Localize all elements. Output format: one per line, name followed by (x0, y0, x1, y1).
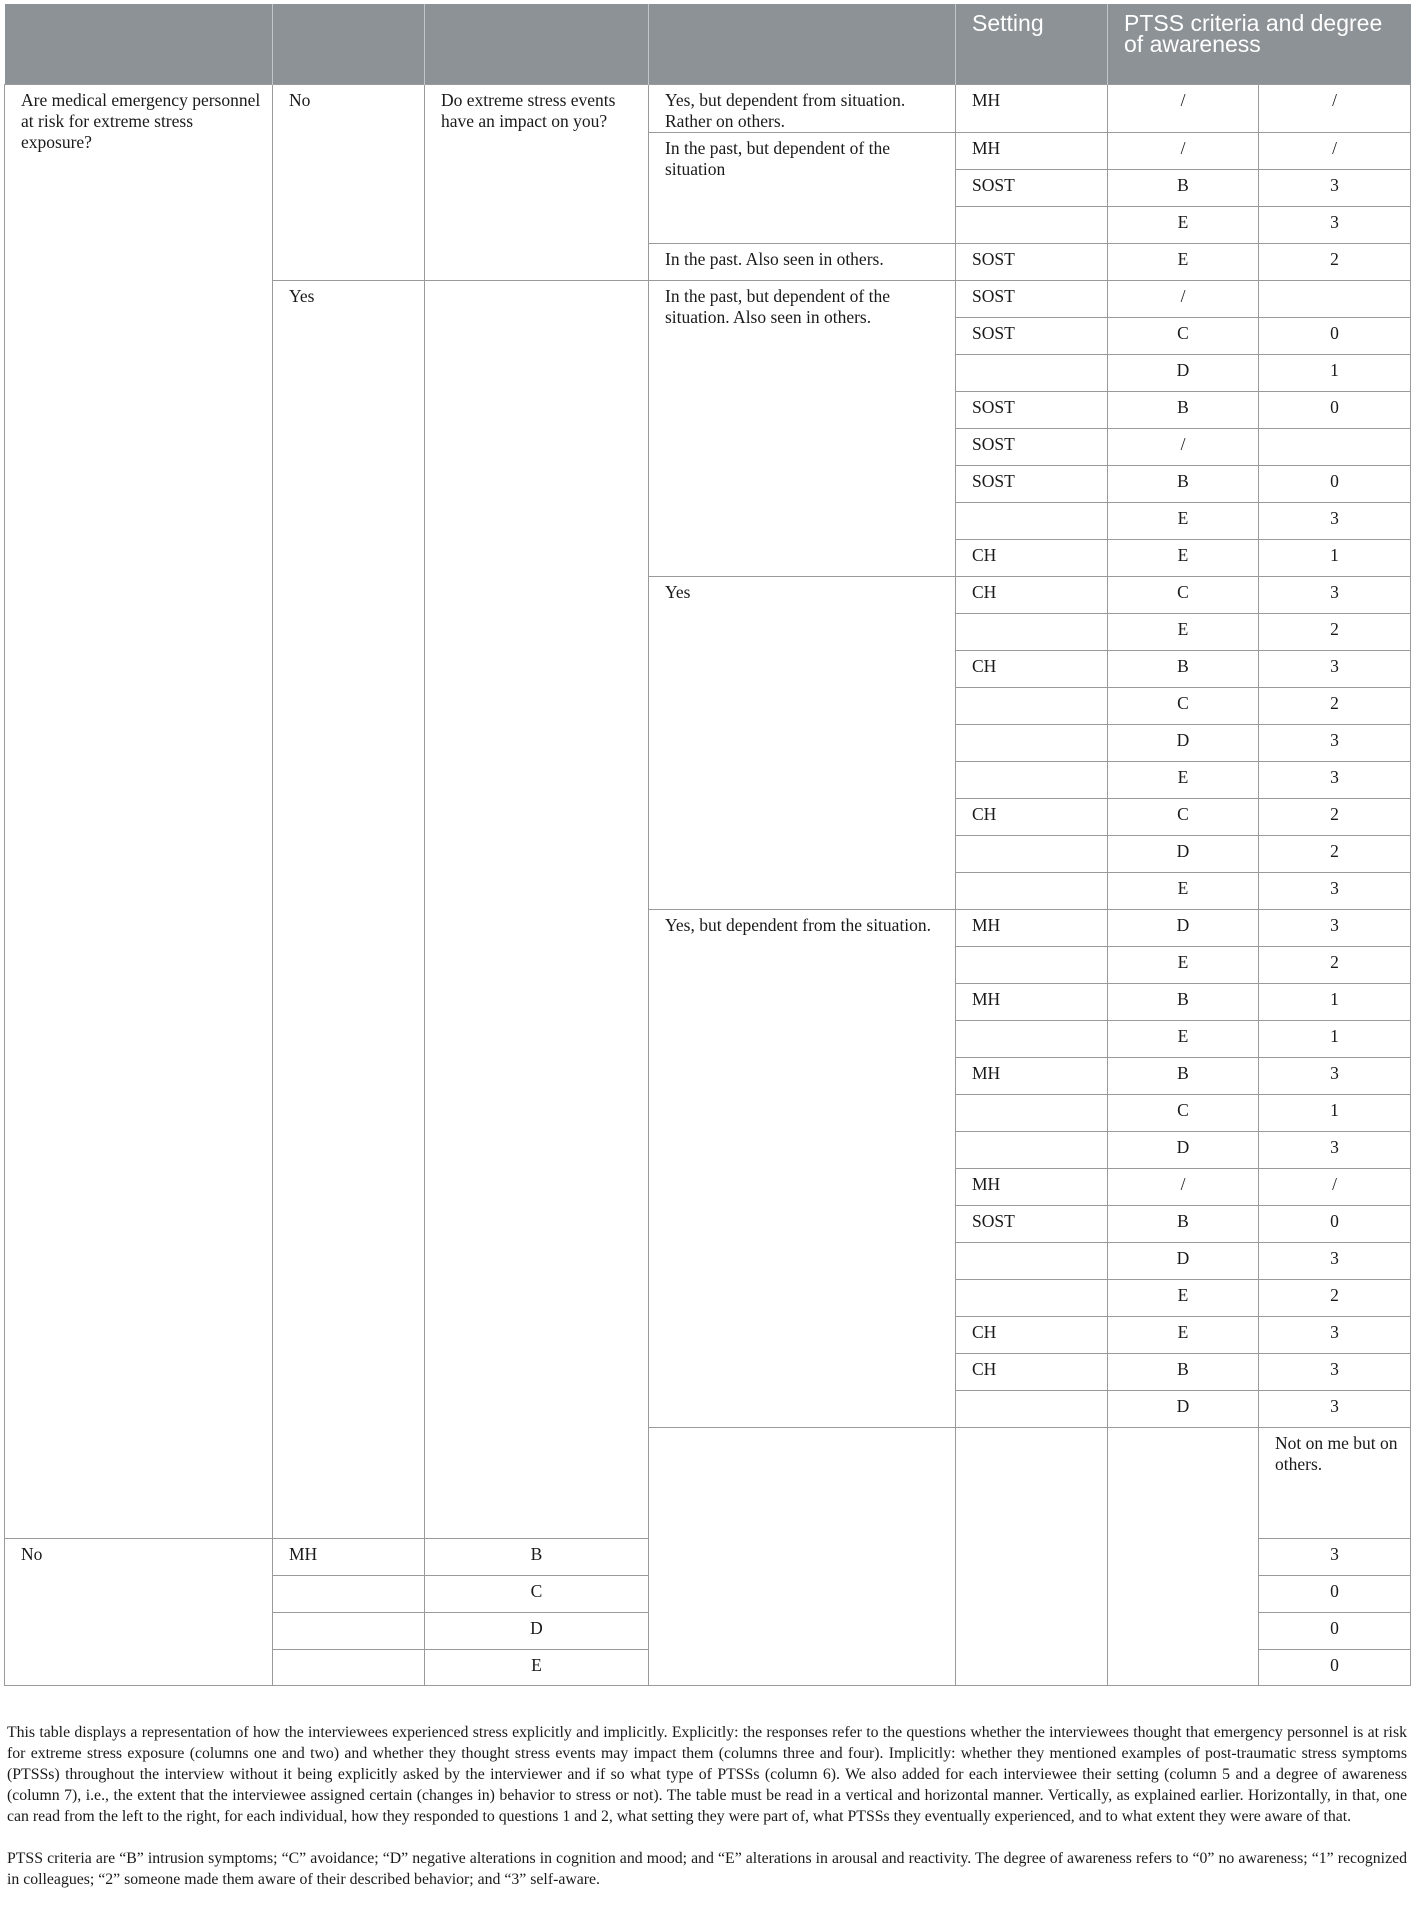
ptss-criterion-cell: D (1108, 724, 1259, 761)
awareness-degree-cell: / (1259, 1168, 1411, 1205)
header-setting: Setting (956, 4, 1108, 84)
setting-cell: CH (956, 650, 1108, 687)
ptss-criterion-cell: E (1108, 243, 1259, 280)
setting-cell: SOST (956, 391, 1108, 428)
ptss-criterion-cell: C (1108, 317, 1259, 354)
answer-impact-cell: In the past, but dependent of the situation. Also seen in others. (649, 280, 956, 576)
setting-cell (956, 872, 1108, 909)
ptss-criterion-cell: B (1108, 465, 1259, 502)
header-row (5, 4, 1411, 84)
setting-cell (956, 613, 1108, 650)
ptss-criterion-cell: E (1108, 502, 1259, 539)
ptss-criterion-cell: B (1108, 391, 1259, 428)
ptss-criterion-cell: E (1108, 1279, 1259, 1316)
question-impact-cell: Do extreme stress events have an impact on you? (425, 84, 649, 280)
ptss-criterion-cell: B (1108, 1057, 1259, 1094)
awareness-degree-cell: 3 (1259, 206, 1411, 243)
awareness-degree-cell: 3 (1259, 1353, 1411, 1390)
ptss-criterion-cell: C (1108, 687, 1259, 724)
setting-cell: CH (956, 1353, 1108, 1390)
setting-cell (273, 1575, 425, 1612)
ptss-criterion-cell: B (425, 1538, 649, 1575)
answer-risk-no: No (273, 84, 425, 280)
awareness-degree-cell: 3 (1259, 576, 1411, 613)
ptss-criterion-cell: D (1108, 1242, 1259, 1279)
awareness-degree-cell: 1 (1259, 1020, 1411, 1057)
setting-cell (956, 1131, 1108, 1168)
awareness-degree-cell: 2 (1259, 687, 1411, 724)
setting-cell (956, 687, 1108, 724)
setting-cell (956, 206, 1108, 243)
setting-cell: MH (956, 1057, 1108, 1094)
empty-cell (649, 1427, 956, 1685)
ptss-criterion-cell: C (1108, 1094, 1259, 1131)
answer-impact-cell: Not on me but on others. (1259, 1427, 1411, 1538)
ptss-criterion-cell: E (425, 1649, 649, 1685)
ptss-criterion-cell: E (1108, 206, 1259, 243)
awareness-degree-cell: 1 (1259, 539, 1411, 576)
awareness-degree-cell: 3 (1259, 1390, 1411, 1427)
setting-cell (956, 502, 1108, 539)
setting-cell (956, 724, 1108, 761)
setting-cell: SOST (956, 280, 1108, 317)
ptss-criterion-cell: / (1108, 280, 1259, 317)
ptss-criterion-cell: E (1108, 539, 1259, 576)
table-row (5, 84, 1411, 132)
answer-impact-cell: Yes (649, 576, 956, 909)
awareness-degree-cell: 2 (1259, 946, 1411, 983)
awareness-degree-cell: 2 (1259, 243, 1411, 280)
setting-cell (956, 354, 1108, 391)
ptss-criterion-cell: / (1108, 132, 1259, 169)
awareness-degree-cell: 0 (1259, 465, 1411, 502)
awareness-degree-cell: 3 (1259, 872, 1411, 909)
ptss-criterion-cell: B (1108, 169, 1259, 206)
setting-cell (273, 1612, 425, 1649)
awareness-degree-cell (1259, 280, 1411, 317)
setting-cell: SOST (956, 428, 1108, 465)
setting-cell: SOST (956, 465, 1108, 502)
setting-cell: MH (956, 909, 1108, 946)
ptss-criterion-cell: / (1108, 84, 1259, 132)
awareness-degree-cell: 3 (1259, 909, 1411, 946)
setting-cell: MH (956, 84, 1108, 132)
ptss-criterion-cell: / (1108, 428, 1259, 465)
ptss-legend-note: PTSS criteria are “B” intrusion symptoms; “C” avoidance; “D” negative alterations in cognition and mood; and “E” alterations in arousal and reactivity. The degree of awareness refers to “0” no awareness; “1” recognized in colleagues; “2” someone made them aware of their described behavior; and “3” self-aware. (7, 1850, 1407, 1888)
setting-cell: CH (956, 539, 1108, 576)
awareness-degree-cell: 3 (1259, 650, 1411, 687)
empty-cell (425, 280, 649, 1538)
setting-cell (956, 1020, 1108, 1057)
ptss-criterion-cell: E (1108, 872, 1259, 909)
empty-cell (956, 1427, 1108, 1685)
awareness-degree-cell: 0 (1259, 317, 1411, 354)
results-table (4, 4, 1411, 1686)
answer-impact-cell: In the past. Also seen in others. (649, 243, 956, 280)
ptss-criterion-cell: B (1108, 650, 1259, 687)
awareness-degree-cell: 0 (1259, 1649, 1411, 1685)
awareness-degree-cell: 0 (1259, 391, 1411, 428)
answer-impact-cell: Yes, but dependent from situation. Rather on others. (649, 84, 956, 132)
empty-cell (1108, 1427, 1259, 1685)
ptss-criterion-cell: D (1108, 1131, 1259, 1168)
setting-cell: CH (956, 576, 1108, 613)
awareness-degree-cell: 1 (1259, 983, 1411, 1020)
question-risk-cell: Are medical emergency personnel at risk for extreme stress exposure? (5, 84, 273, 1538)
answer-risk-yes: Yes (273, 280, 425, 1538)
header-col-2 (273, 4, 425, 84)
awareness-degree-cell: 1 (1259, 1094, 1411, 1131)
awareness-degree-cell: 0 (1259, 1205, 1411, 1242)
setting-cell: SOST (956, 169, 1108, 206)
awareness-degree-cell: 3 (1259, 761, 1411, 798)
ptss-criterion-cell: E (1108, 1020, 1259, 1057)
table-description-note: This table displays a representation of how the interviewees experienced stress explicitly and implicitly. Explicitly: the responses refer to the questions whether the interviewees thought that emergency personnel is at risk for extreme stress exposure (columns one and two) and whether they thought stress events may impact them (columns three and four). Implicitly: whether they mentioned examples of post-traumatic stress symptoms (PTSSs) throughout the interview without it being explicitly asked by the interviewer and if so what type of PTSSs (column 6). We also added for each interviewee their setting (column 5 and a degree of awareness (column 7), i.e., the extent that the interviewee assigned certain (changes in) behavior to stress or not). The table must be read in a vertical and horizontal manner. Vertically, as explained earlier. Horizontally, in that, one can read from the left to the right, for each individual, how they responded to questions 1 and 2, what setting they were part of, what PTSSs they eventually experienced, and to what extent they were aware of that. (7, 1724, 1407, 1825)
ptss-criterion-cell: / (1108, 1168, 1259, 1205)
setting-cell: CH (956, 798, 1108, 835)
header-ptss-criteria: PTSS criteria and degree of awareness (1108, 4, 1411, 84)
setting-cell: MH (956, 983, 1108, 1020)
ptss-criterion-cell: D (425, 1612, 649, 1649)
awareness-degree-cell: 3 (1259, 724, 1411, 761)
awareness-degree-cell: 3 (1259, 1316, 1411, 1353)
ptss-criterion-cell: C (1108, 798, 1259, 835)
ptss-criterion-cell: E (1108, 613, 1259, 650)
setting-cell (956, 1390, 1108, 1427)
awareness-degree-cell: 2 (1259, 1279, 1411, 1316)
answer-impact-cell: Yes, but dependent from the situation. (649, 909, 956, 1427)
ptss-criterion-cell: D (1108, 835, 1259, 872)
header-col-3 (425, 4, 649, 84)
setting-cell: MH (956, 1168, 1108, 1205)
setting-cell (273, 1649, 425, 1685)
awareness-degree-cell: 3 (1259, 169, 1411, 206)
setting-cell (956, 1242, 1108, 1279)
awareness-degree-cell: 3 (1259, 502, 1411, 539)
awareness-degree-cell: 0 (1259, 1575, 1411, 1612)
setting-cell (956, 1279, 1108, 1316)
awareness-degree-cell: 0 (1259, 1612, 1411, 1649)
answer-impact-cell: In the past, but dependent of the situation (649, 132, 956, 243)
ptss-criterion-cell: B (1108, 1205, 1259, 1242)
ptss-criterion-cell: E (1108, 1316, 1259, 1353)
setting-cell (956, 1094, 1108, 1131)
setting-cell: SOST (956, 243, 1108, 280)
setting-cell (956, 761, 1108, 798)
ptss-criterion-cell: D (1108, 909, 1259, 946)
awareness-degree-cell: 2 (1259, 613, 1411, 650)
ptss-criterion-cell: B (1108, 983, 1259, 1020)
awareness-degree-cell: / (1259, 132, 1411, 169)
ptss-criterion-cell: C (425, 1575, 649, 1612)
setting-cell: MH (273, 1538, 425, 1575)
setting-cell (956, 946, 1108, 983)
awareness-degree-cell: 3 (1259, 1057, 1411, 1094)
answer-impact-cell: No (5, 1538, 273, 1685)
setting-cell: SOST (956, 1205, 1108, 1242)
ptss-criterion-cell: E (1108, 946, 1259, 983)
ptss-criterion-cell: B (1108, 1353, 1259, 1390)
ptss-criterion-cell: D (1108, 1390, 1259, 1427)
awareness-degree-cell: / (1259, 84, 1411, 132)
ptss-criterion-cell: C (1108, 576, 1259, 613)
header-col-1 (5, 4, 273, 84)
awareness-degree-cell: 3 (1259, 1538, 1411, 1575)
awareness-degree-cell: 1 (1259, 354, 1411, 391)
setting-cell (956, 835, 1108, 872)
awareness-degree-cell: 3 (1259, 1131, 1411, 1168)
setting-cell: SOST (956, 317, 1108, 354)
ptss-criterion-cell: D (1108, 354, 1259, 391)
awareness-degree-cell: 2 (1259, 835, 1411, 872)
setting-cell: MH (956, 132, 1108, 169)
ptss-criterion-cell: E (1108, 761, 1259, 798)
awareness-degree-cell: 2 (1259, 798, 1411, 835)
header-col-4 (649, 4, 956, 84)
setting-cell: CH (956, 1316, 1108, 1353)
awareness-degree-cell (1259, 428, 1411, 465)
awareness-degree-cell: 3 (1259, 1242, 1411, 1279)
